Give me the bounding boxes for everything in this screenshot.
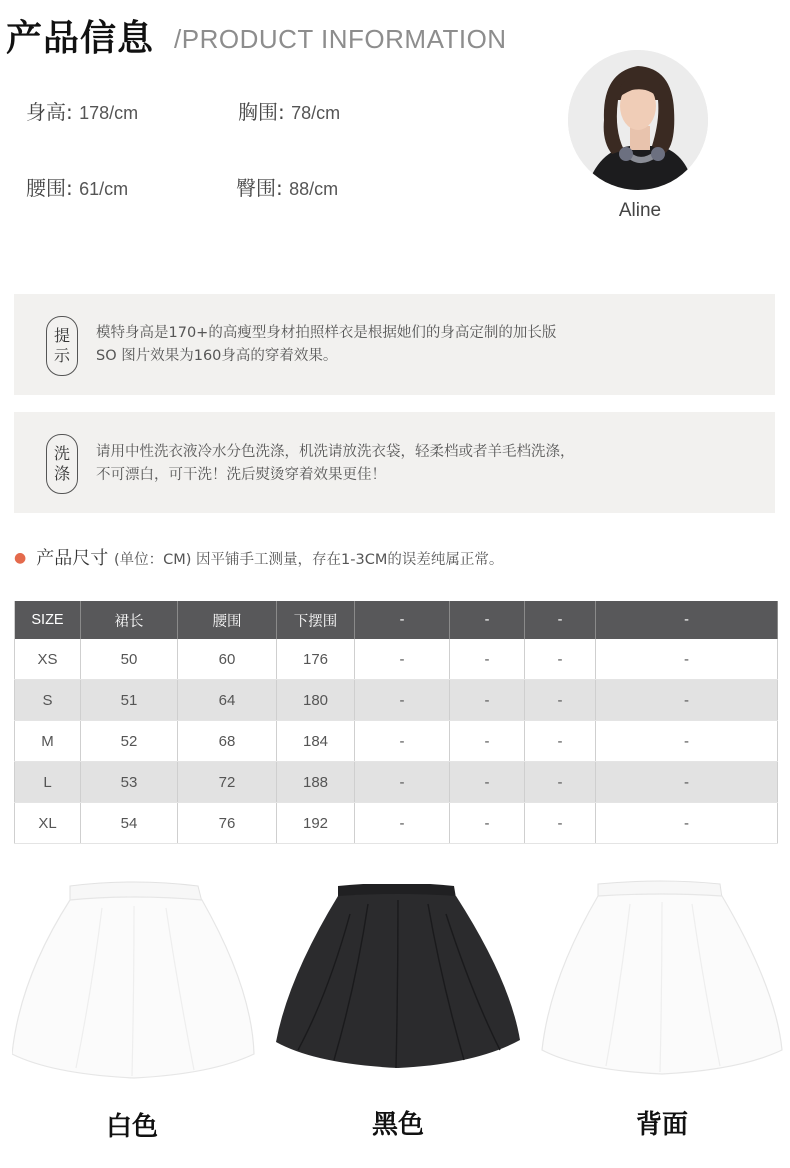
table-row <box>15 762 778 803</box>
table-cell: M <box>15 721 81 762</box>
size-section-title: 产品尺寸 <box>36 548 109 569</box>
table-cell: 53 <box>81 762 178 803</box>
table-cell: 64 <box>178 680 277 721</box>
back-skirt-image <box>540 878 784 1084</box>
bullet-dot-icon: ● <box>14 550 27 566</box>
table-cell: - <box>525 680 596 721</box>
table-cell: 192 <box>277 803 355 844</box>
column-header: - <box>525 601 596 639</box>
table-cell: 76 <box>178 803 277 844</box>
table-cell: 68 <box>178 721 277 762</box>
table-cell: 188 <box>277 762 355 803</box>
table-cell: - <box>596 762 778 803</box>
measurement-waist: 腰围: 61/cm <box>26 176 129 200</box>
table-cell: 51 <box>81 680 178 721</box>
wash-badge-char: 涤 <box>53 464 70 483</box>
table-cell: - <box>450 721 525 762</box>
table-row <box>15 680 778 721</box>
table-cell: 180 <box>277 680 355 721</box>
table-cell: - <box>525 639 596 680</box>
table-cell: S <box>15 680 81 721</box>
wash-badge-char: 洗 <box>53 444 70 463</box>
column-header: - <box>450 601 525 639</box>
table-cell: 54 <box>81 803 178 844</box>
table-cell: - <box>596 639 778 680</box>
measurement-value: 61/cm <box>79 179 129 199</box>
table-cell: - <box>525 803 596 844</box>
table-cell: - <box>525 721 596 762</box>
column-header: 裙长 <box>81 601 178 639</box>
table-cell: - <box>450 803 525 844</box>
size-section-heading <box>14 544 503 570</box>
table-header-row <box>15 601 778 639</box>
wash-badge <box>46 434 78 494</box>
measurement-value: 178/cm <box>79 103 139 123</box>
measurement-label: 臀围 <box>236 176 276 200</box>
column-header: - <box>355 601 450 639</box>
table-cell: - <box>355 762 450 803</box>
table-cell: - <box>355 639 450 680</box>
tip-line: SO 图片效果为160身高的穿着效果。 <box>96 348 338 364</box>
size-section-note: (单位：CM) 因平铺手工测量，存在1-3CM的误差纯属正常。 <box>113 552 504 568</box>
white-skirt-image <box>12 878 256 1088</box>
table-cell: 50 <box>81 639 178 680</box>
table-cell: - <box>355 680 450 721</box>
measurement-label: 胸围 <box>238 100 278 124</box>
table-cell: - <box>450 762 525 803</box>
table-cell: 176 <box>277 639 355 680</box>
black-skirt-image <box>276 884 520 1080</box>
wash-line: 不可漂白，可干洗！洗后熨烫穿着效果更佳！ <box>96 467 386 483</box>
size-table <box>14 601 778 844</box>
column-header: 腰围 <box>178 601 277 639</box>
table-cell: 52 <box>81 721 178 762</box>
table-cell: - <box>355 803 450 844</box>
color-label-white: 白色 <box>105 1112 158 1142</box>
table-row <box>15 803 778 844</box>
table-cell: 72 <box>178 762 277 803</box>
measurement-value: 78/cm <box>291 103 341 123</box>
column-header: 下摆围 <box>277 601 355 639</box>
color-label-back: 背面 <box>635 1110 688 1140</box>
tip-badge-char: 示 <box>53 346 70 365</box>
measurement-value: 88/cm <box>289 179 339 199</box>
wash-text <box>96 441 575 487</box>
tip-line: 模特身高是170+的高瘦型身材拍照样衣是根据她们的身高定制的加长版 <box>96 325 557 341</box>
table-cell: - <box>355 721 450 762</box>
model-name: Aline <box>618 200 662 221</box>
model-avatar <box>568 50 708 190</box>
column-header: - <box>596 601 778 639</box>
page-subtitle: /PRODUCT INFORMATION <box>174 24 507 54</box>
table-cell: - <box>450 680 525 721</box>
table-cell: - <box>596 721 778 762</box>
table-cell: - <box>525 762 596 803</box>
measurement-label: 腰围 <box>26 176 66 200</box>
column-header: SIZE <box>15 601 81 639</box>
wash-box <box>14 412 775 513</box>
measurement-hip: 臀围: 88/cm <box>236 176 339 200</box>
table-cell: 60 <box>178 639 277 680</box>
table-cell: L <box>15 762 81 803</box>
table-cell: XL <box>15 803 81 844</box>
tip-badge-char: 提 <box>53 326 70 345</box>
table-cell: - <box>450 639 525 680</box>
table-cell: 184 <box>277 721 355 762</box>
measurement-label: 身高 <box>26 100 66 124</box>
table-row <box>15 721 778 762</box>
page-title: 产品信息 <box>6 18 155 59</box>
measurement-bust: 胸围: 78/cm <box>238 100 341 124</box>
color-label-black: 黑色 <box>371 1110 424 1140</box>
tip-text <box>96 322 556 368</box>
table-row <box>15 639 778 680</box>
tip-badge <box>46 316 78 376</box>
table-cell: - <box>596 803 778 844</box>
wash-line: 请用中性洗衣液冷水分色洗涤，机洗请放洗衣袋，轻柔档或者羊毛档洗涤， <box>96 444 575 460</box>
table-cell: XS <box>15 639 81 680</box>
measurement-height: 身高: 178/cm <box>26 100 139 124</box>
tip-box <box>14 294 775 395</box>
table-cell: - <box>596 680 778 721</box>
